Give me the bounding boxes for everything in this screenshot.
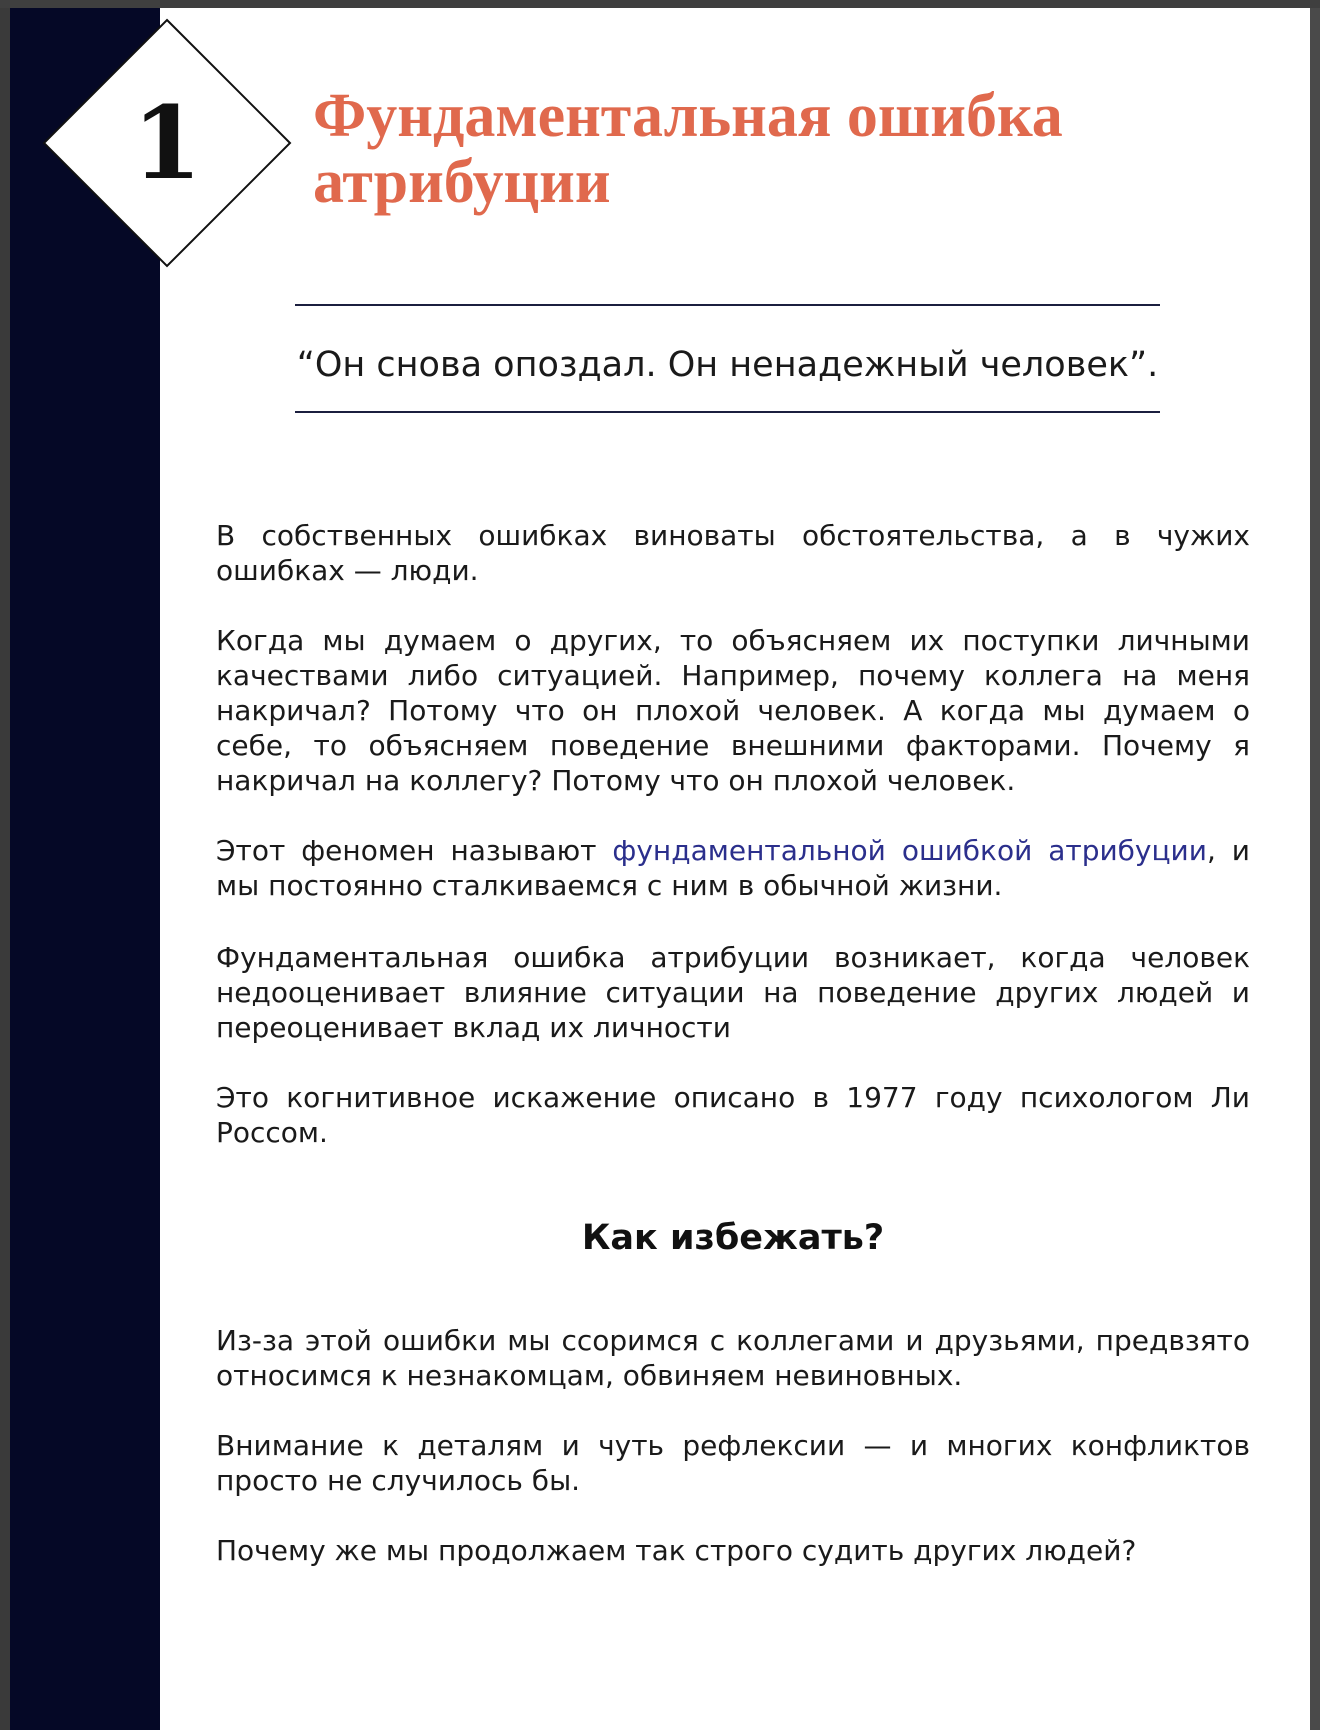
paragraph-definition: Фундаментальная ошибка атрибуции возникает, когда человек недооценивает влияние ситуации на поведение других людей и переоценивает вклад их личности — [216, 941, 1250, 1044]
quote-top-divider — [295, 304, 1160, 306]
document-page — [10, 8, 1310, 1730]
paragraph-intro: В собственных ошибках виноваты обстоятельства, а в чужих ошибках — люди. — [216, 519, 1250, 587]
viewer-left-margin — [0, 8, 10, 1730]
section-number: 1 — [132, 84, 202, 202]
paragraph-term-tail: , и мы постоянно сталкиваемся с ним в обычной жизни. — [216, 834, 1251, 902]
viewer-top-bar — [0, 0, 1320, 8]
paragraph-consequences: Из-за этой ошибки мы ссоримся с коллегами и друзьями, предвзято относимся к незнакомцам, обвиняем невиновных. — [216, 1324, 1250, 1392]
paragraph-explanation: Когда мы думаем о других, то объясняем их поступки личными качествами либо ситуацией. Например, почему коллега на меня накричал? Потому что он плохой человек. А когда мы думаем о себе, то объясняем поведение внешними факторами. Почему я накричал на коллегу? Потому что он плохой человек. — [216, 624, 1250, 797]
viewer-right-margin — [1310, 8, 1320, 1730]
term-link[interactable]: фундаментальной ошибкой атрибуции — [612, 834, 1207, 867]
paragraph-advice: Внимание к деталям и чуть рефлексии — и многих конфликтов просто не случилось бы. — [216, 1429, 1250, 1497]
page-title: Фундаментальная ошибка атрибуции — [313, 82, 1063, 216]
paragraph-term — [216, 833, 1250, 903]
section-subheading: Как избежать? — [581, 1218, 885, 1258]
quote-text: “Он снова опоздал. Он ненадежный человек”. — [296, 345, 1159, 385]
quote-bottom-divider — [295, 411, 1160, 413]
paragraph-term-lead: Этот феномен называют — [216, 834, 613, 867]
paragraph-history: Это когнитивное искажение описано в 1977 году психологом Ли Россом. — [216, 1081, 1250, 1149]
paragraph-question: Почему же мы продолжаем так строго судить других людей? — [216, 1534, 1137, 1567]
